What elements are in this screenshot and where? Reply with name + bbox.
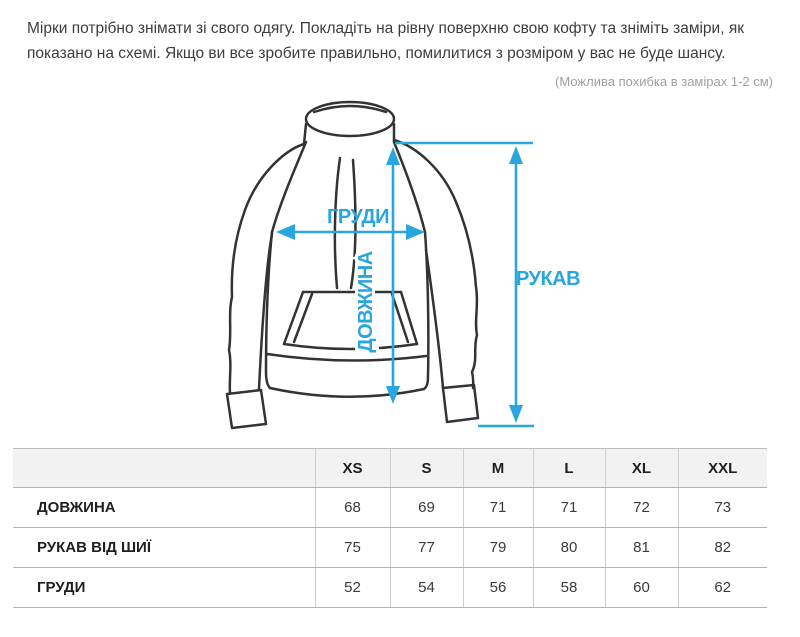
size-value: 77 (390, 528, 463, 568)
measurement-label: ГРУДИ (13, 568, 315, 608)
size-value: 71 (533, 488, 605, 528)
size-table-header-row (13, 449, 767, 488)
chest-label: ГРУДИ (327, 206, 389, 228)
length-arrow (386, 147, 400, 404)
size-value: 82 (678, 528, 767, 568)
size-value: 54 (390, 568, 463, 608)
size-value: 75 (315, 528, 390, 568)
size-value: 56 (463, 568, 533, 608)
size-value: 60 (605, 568, 678, 608)
hoodie-measurement-diagram (0, 92, 800, 444)
empty-header-cell (13, 449, 315, 488)
instructions-line-2: показано на схемі. Якщо ви все зробите правильно, помилитися з розміром у вас не буде шансу. (27, 45, 726, 62)
size-value: 69 (390, 488, 463, 528)
size-value: 81 (605, 528, 678, 568)
size-value: 52 (315, 568, 390, 608)
measurement-arrows (276, 143, 534, 426)
size-column-header-s: S (390, 449, 463, 488)
size-column-header-xxl: XXL (678, 449, 767, 488)
size-column-header-l: L (533, 449, 605, 488)
length-label: ДОВЖИНА (355, 251, 377, 353)
size-value: 71 (463, 488, 533, 528)
size-value: 58 (533, 568, 605, 608)
tolerance-note: (Можлива похибка в замірах 1-2 см) (555, 74, 773, 89)
sleeve-label: РУКАВ (515, 268, 581, 290)
table-row-sleeve (13, 528, 767, 568)
size-column-header-xs: XS (315, 449, 390, 488)
size-table (13, 448, 767, 608)
measurement-label: ДОВЖИНА (13, 488, 315, 528)
size-column-header-xl: XL (605, 449, 678, 488)
instructions-line-1: Мірки потрібно знімати зі свого одягу. Покладіть на рівну поверхню свою кофту та зніміть заміри, як (27, 20, 744, 37)
table-row-chest (13, 568, 767, 608)
size-value: 79 (463, 528, 533, 568)
hoodie-outline-art (227, 102, 478, 428)
size-value: 73 (678, 488, 767, 528)
size-value: 80 (533, 528, 605, 568)
measurement-instructions (27, 16, 787, 66)
size-value: 68 (315, 488, 390, 528)
size-value: 72 (605, 488, 678, 528)
measurement-label: РУКАВ ВІД ШИЇ (13, 528, 315, 568)
table-row-length (13, 488, 767, 528)
size-column-header-m: M (463, 449, 533, 488)
size-value: 62 (678, 568, 767, 608)
